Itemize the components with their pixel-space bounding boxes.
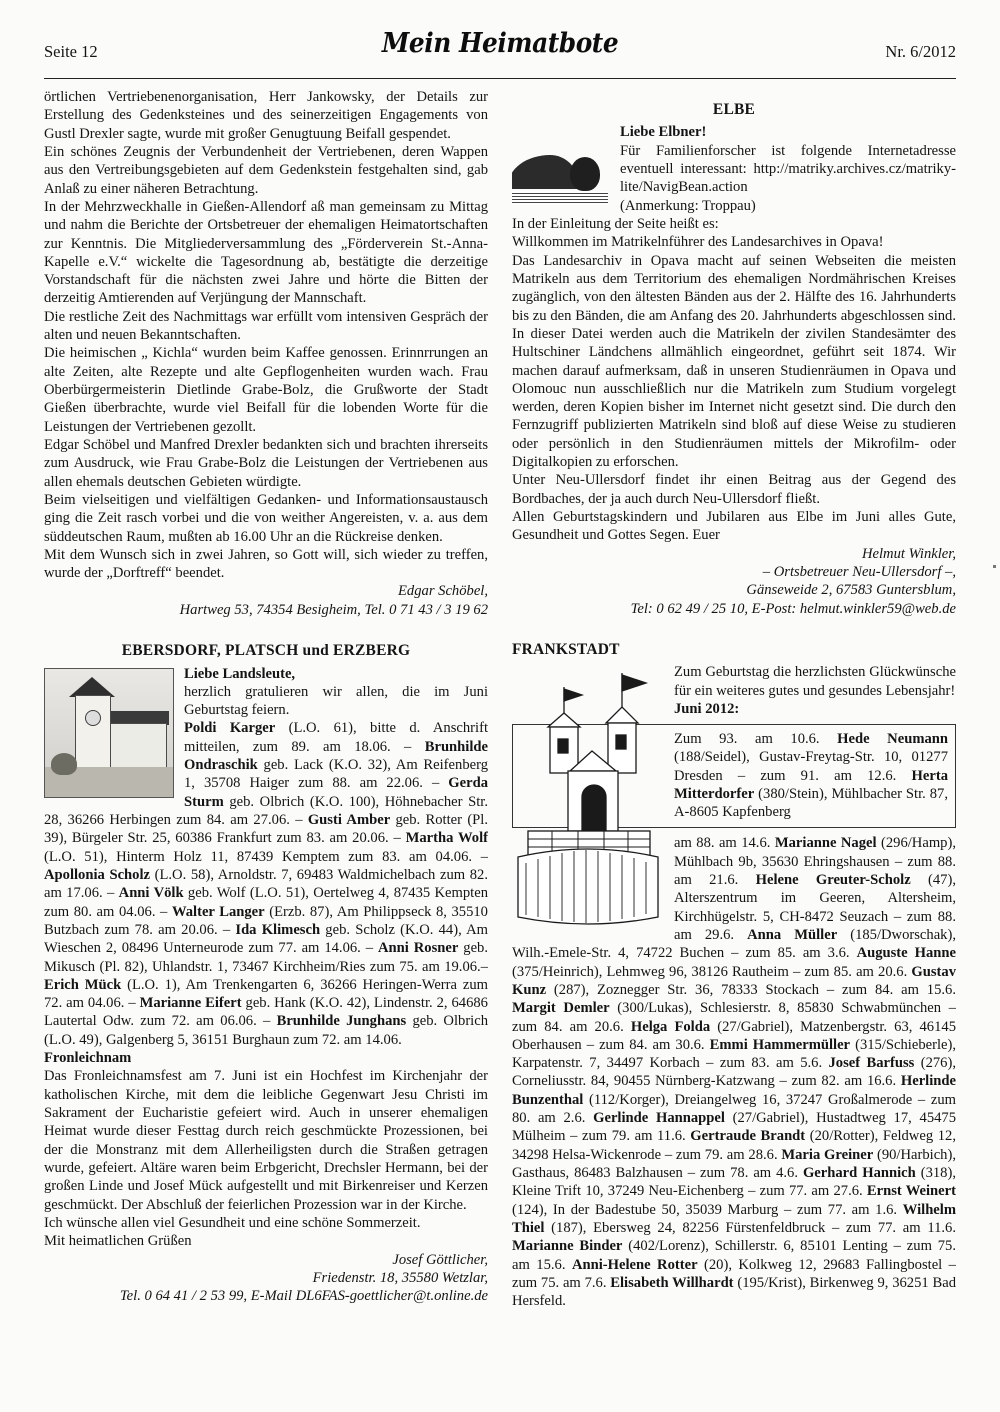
town-coat-of-arms-drawing — [512, 665, 664, 933]
section-title-frankstadt: FRANKSTADT — [512, 640, 620, 658]
paragraph: Unter Neu-Ullersdorf findet ihr einen Beitrag aus der Gegend des Bordbaches, der ja auch durch Neu-Ullersdorf fließt. — [512, 472, 956, 507]
paragraph: Allen Geburtstagskindern und Jubilaren aus Elbe im Juni alles Gute, Gesundheit und Gottes Segen. Euer — [512, 509, 956, 544]
paragraph: Ein schönes Zeugnis der Verbundenheit der Vertriebenen, deren Wappen aus den Vertreibungsgebieten auf dem Gedenkstein festgehalten sind, gab Anlaß zu einer näheren Betrachtung. — [44, 143, 488, 197]
paragraph: In der Mehrzweckhalle in Gießen-Allendorf aß man gemeinsam zu Mittag und nahm die Berichte der Ortsbetreuer der ehemaligen Heimatortschaften zur Kenntnis. Die Mitgliederversammlung des „Förderverein St.-Anna-Kapelle e.V.“ wickelte die Tagesordnung ab, bestätigte die derzeitige Vorstandschaft für die nächsten zwei Jahre und hörte die Bitten der derzeitig Amtierenden auf Verjüngung der Mannschaft. — [44, 198, 488, 307]
signature-line: Tel. 0 64 41 / 2 53 99, E-Mail DL6FAS-goettlicher@t.online.de — [119, 1288, 488, 1305]
section-title-ebersdorf: EBERSDORF, PLATSCH und ERZBERG — [121, 642, 411, 660]
intro-text: Zum Geburtstag die herzlichsten Glückwünsche für ein weiteres gutes und gesundes Lebensjahr! — [674, 664, 956, 699]
elbe-intro-block — [512, 123, 956, 215]
publication-title: Mein Heimatbote — [381, 28, 619, 59]
paragraph: Das Landesarchiv in Opava macht auf seinen Webseiten die meisten Matrikeln aus dem Territorium des ehemaligen Nordmährischen Kreises zugänglich, von den ältesten Bänden aus der 2. Hälfte des 16. Jahrhunderts bis zu den Bänden, die am Anfang des 20. Jahrhunderts abgeschlossen sind. In dieser Datei werden auch die Matrikeln der zivilen Standesämter des Hultschiner Ländchens allmählich eingeordnet, geführt seit 1874. Wir machen darauf aufmerksam, daß in unseren Studienräumen in Opava und Olomouc nun ausschließlich nur die Matrikeln zum Studium vorgelegt werden, deren Kopien bisher im Internet nicht gesetzt sind. Die durch den Fernzugriff publizierten Matrikeln sind bloß auf diese Weise zu studieren oder persönlich in den Studienräumen mittels der Mikrofilm- oder Digitalkopien zu erforschen. — [512, 252, 956, 471]
signature-line: – Ortsbetreuer Neu-Ullersdorf –, — [762, 563, 956, 580]
left-column — [44, 88, 488, 1305]
church-photo — [44, 668, 174, 798]
subsection-title-fronleichnam: Fronleichnam — [44, 1050, 132, 1067]
landscape-vignette — [512, 125, 608, 205]
signature-line: Edgar Schöbel, — [398, 583, 488, 600]
signature-line: Hartweg 53, 74354 Besigheim, Tel. 0 71 43 / 3 19 62 — [179, 601, 488, 618]
section-title-elbe: ELBE — [712, 101, 756, 118]
ebersdorf-block — [44, 665, 488, 1050]
signature-line: Josef Göttlicher, — [392, 1251, 488, 1268]
signature-line: Tel: 0 62 49 / 25 10, E-Post: helmut.winkler59@web.de — [630, 600, 956, 617]
greeting: Liebe Elbner! — [620, 124, 707, 141]
paragraph: Die restliche Zeit des Nachmittags war erfüllt vom intensiven Gespräch der alten und neuen Bekanntschaften. — [44, 308, 488, 344]
right-column — [512, 88, 956, 1311]
greeting: Liebe Landsleute, — [184, 665, 296, 682]
header-divider — [44, 78, 956, 79]
note-text: (Anmerkung: Troppau) — [620, 197, 756, 214]
paragraph: Mit dem Wunsch sich in zwei Jahren, so Gott will, sich wieder zu treffen, wurde der „Dorftreff“ beendet. — [44, 546, 488, 582]
margin-mark — [993, 565, 996, 568]
paragraph: örtlichen Vertriebenenorganisation, Herr Jankowsky, der Details zur Erstellung des Gedenksteines und des seinerzeitigen Engagements von Gustl Drexler sagte, wurde mit großer Genugtuung Beifall gespendet. — [44, 89, 488, 142]
issue-number: Nr. 6/2012 — [885, 42, 956, 61]
birthday-list: Poldi Karger (L.O. 61), bitte d. Anschrift mitteilen, zum 89. am 18.06. – Brunhilde Ondraschik geb. Lack (K.O. 32), Am Reifenberg 1, 35708 Haiger zum 88. am 22.06. – Gerda Sturm geb. Olbrich (K.O. 100), Höhnebacher Str. 28, 36266 Herbingen zum 84. am 27.06. – Gusti Amber geb. Rotter (Pl. 39), Bürgeler Str. 25, 60386 Frankfurt zum 83. am 20.06. – Martha Wolf (L.O. 51), Hinterm Holz 11, 87439 Kemptem zum 83. am 04.06. – Apollonia Scholz (L.O. 58), Arnoldstr. 7, 69483 Waldmichelbach zum 82. am 17.06. – Anni Völk geb. Wolf (L.O. 51), Oertelweg 4, 87435 Kempten zum 80. am 04.06. – Walter Langer (Erzb. 87), Am Philippseck 8, 35510 Butzbach zum 78. am 20.06. – Ida Klimesch geb. Scholz (K.O. 44), Am Wieschen 2, 08496 Unterneurode zum 77. am 14.06. – Anni Rosner geb. Mikusch (Pl. 82), Uhlandstr. 1, 73467 Kirchheim/Ries zum 75. am 19.06.– Erich Mück (L.O. 1), Am Trenkengarten 6, 36266 Heringen-Werra zum 72. am 04.06. – Marianne Eifert geb. Hank (K.O. 42), Lindenstr. 2, 64686 Lautertal Odw. zum 72. am 06.06. – Brunhilde Junghans geb. Olbrich (L.O. 49), Galgenberg 5, 36151 Burghaun zum 72. am 14.06. — [44, 720, 488, 1048]
signature-line: Friedenstr. 18, 35580 Wetzlar, — [312, 1269, 488, 1286]
intro-text: Für Familienforscher ist folgende Internetadresse eventuell interessant: http://matriky.archives.cz/matriky-lite/NavigBean.action — [620, 142, 956, 196]
page-number: Seite 12 — [44, 42, 98, 61]
paragraph: Edgar Schöbel und Manfred Drexler bedankten sich und brachten ihrerseits zum Ausdruck, wie Frau Grabe-Bolz die Leistungen der Vertriebenen aus allen ehemals deutschen Gebieten würdigte. — [44, 436, 488, 490]
masthead — [44, 28, 956, 74]
paragraph: In der Einleitung der Seite heißt es: — [512, 216, 719, 232]
intro-text: herzlich gratulieren wir allen, die im Juni Geburtstag feiern. — [184, 683, 488, 719]
paragraph: Mit heimatlichen Grüßen — [44, 1233, 192, 1250]
paragraph: Die heimischen „ Kichla“ wurden beim Kaffee genossen. Erinnrrungen an alte Zeiten, alte Rezepte und alte Gepflogenheiten wurden wach. Frau Oberbürgermeisterin Dietlinde Grabe-Bolz, die Grußworte der Stadt Gießen überbrachte, wurde viel Beifall für die lobenden Worte für die Leistungen der Vertriebenen gezollt. — [44, 345, 488, 435]
signature-line: Gänseweide 2, 67583 Guntersblum, — [746, 582, 956, 599]
frankstadt-block — [512, 663, 956, 1310]
signature-line: Helmut Winkler, — [861, 545, 956, 562]
paragraph: Das Fronleichnamsfest am 7. Juni ist ein Hochfest im Kirchenjahr der katholischen Kirche, mit dem die leibliche Gegenwart Jesu Christi im Sakrament der Eucharistie gefeiert wird. Auch in unserer ehemaligen Heimat wurde dieser Festtag durch reich geschmückte Prozessionen, bei der die Monstranz mit dem Allerheiligsten durch die Straßen getragen wurde, gefeiert. Altäre waren beim Erbgericht, Drechsler Hermann, bei der großen Linde und Josef Mück aufgestellt und mit Birkenreiser und Kerzen geschmückt. Der Abschluß der feierlichen Prozession war in der Kirche. — [44, 1068, 488, 1213]
paragraph: Ich wünsche allen viel Gesundheit und eine schöne Sommerzeit. — [44, 1214, 421, 1231]
birthday-list: am 88. am 14.6. Marianne Nagel (296/Hamp), Mühlbach 9b, 35630 Ehringshausen – zum 88. am 21.6. Helene Greuter-Scholz (47), Alterszentrum im Geeren, Altersheim, Kirchhügelstr. 5, CH-8472 Seuzach – zum 88. am 29.6. Anna Müller (185/Dworschak), Wilh.-Emele-Str. 4, 74722 Buchen – zum 85. am 3.6. Auguste Hanne (375/Heinrich), Lehmweg 96, 38126 Rautheim – zum 85. am 20.6. Gustav Kunz (287), Zoznegger Str. 36, 78333 Stockach – zum 84. am 15.6. Margit Demler (300/Lukas), Schlesierstr. 8, 85830 Schwabmünchen – zum 84. am 20.6. Helga Folda (27/Gabriel), Matzenbergstr. 63, 46145 Oberhausen – zum 84. am 30.6. Emmi Hammermüller (315/Schieberle), Karpatenstr. 7, 34497 Korbach – zum 83. am 5.6. Josef Barfuss (276), Corneliusstr. 84, 90455 Nürnberg-Katzwang – zum 82. am 16.6. Herlinde Bunzenthal (112/Korger), Dreiangelweg 16, 37247 Großalmerode – zum 80. am 2.6. Gerlinde Hannappel (27/Gabriel), Hustadtweg 17, 45475 Mülheim – zum 79. am 11.6. Gertraude Brandt (20/Rotter), Feldweg 12, 34298 Helsa-Wickenrode – zum 79. am 28.6. Maria Greiner (90/Harbich), Gasthaus, 86483 Balzhausen – zum 78. am 4.6. Gerhard Hannich (318), Kleine Trift 10, 37249 Neu-Eichenberg – zum 77. am 27.6. Ernst Weinert (124), In der Badestube 50, 35039 Marburg – zum 77. am 1.6. Wilhelm Thiel (187), Ebersweg 24, 82256 Fürstenfeldbruck – zum 77. am 11.6. Marianne Binder (402/Lorenz), Schillerstr. 6, 85101 Lenting – zum 75. am 15.6. Anni-Helene Rotter (20), Kolkweg 12, 29683 Fallingbostel – zum 75. am 7.6. Elisabeth Willhardt (195/Krist), Birkenweg 9, 36251 Bad Hersfeld. — [512, 835, 956, 1310]
highlight-box: Zum 93. am 10.6. Hede Neumann (188/Seidel), Gustav-Freytag-Str. 10, 01277 Dresden – zum 91. am 12.6. Herta Mitterdorfer (380/Stein), Mühlbacher Str. 87, A-8605 Kapfenberg — [512, 724, 956, 828]
paragraph: Beim vielseitigen und vielfältigen Gedanken- und Informationsaustausch ging die Zeit rasch vorbei und die von weither Angereisten, v. a. aus dem süddeutschen Raum, mußten ab 16.00 Uhr an die Rückreise denken. — [44, 491, 488, 545]
paragraph: Willkommen im Matrikelnführer des Landesarchives in Opava! — [512, 234, 884, 251]
month-heading: Juni 2012: — [674, 700, 740, 717]
